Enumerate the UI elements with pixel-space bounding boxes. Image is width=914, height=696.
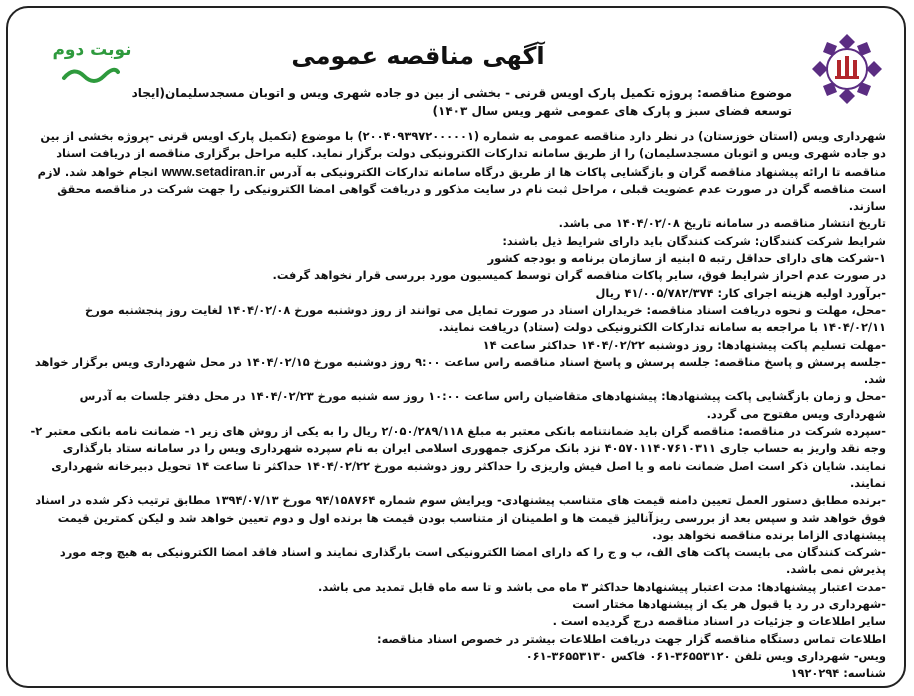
notice-title: آگهی مناقصه عمومی (291, 42, 545, 70)
qa-session: -جلسه پرسش و پاسخ مناقصه: جلسه پرسش و پاسخ اسناد مناقصه راس ساعت ۹:۰۰ روز دوشنبه مورخ ۱۴۰۴/۰۲/۱۵ در محل شهرداری ویس برگزار خواهد شد. (34, 354, 886, 387)
notice-round-label: نوبت دوم (52, 40, 132, 60)
subject-text: پروژه تکمیل پارک اویس قرنی - بخشی از بین دو جاده شهری ویس و اتوبان مسجدسلیمان(ایجاد توسعه فضای سبز و پارک های عمومی شهر ویس سال ۱۴۰۳) (131, 86, 792, 118)
intro-text-2: انجام خواهد شد. لازم است مناقصه گران در صورت عدم عضویت قبلی ، مراحل ثبت نام در سایت مذکور و دریافت گواهی امضا الکترونیکی را جهت شرکت در مناقصه محقق سازند. (37, 164, 886, 214)
website-link[interactable]: www.setadiran.ir (161, 163, 266, 179)
intro-paragraph (26, 128, 886, 215)
subject-label: موضوع مناقصه: (696, 86, 792, 100)
docs-receipt: -محل، مهلت و نحوه دریافت اسناد مناقصه: خریداران اسناد در صورت تمایل می توانند از روز دوشنبه مورخ ۱۴۰۴/۰۲/۰۸ لغایت روز پنجشنبه مورخ ۱۴۰۴/۰۲/۱۱ با مراجعه به سامانه تدارکات الکترونیکی دولت (ستاد) دریافت نمایند. (85, 302, 886, 335)
other-info: سایر اطلاعات و جزئیات در اسناد مناقصه درج گردیده است . (552, 614, 886, 629)
condition-item: ۱-شرکت های دارای حداقل رتبه ۵ ابنیه از سازمان برنامه و بودجه کشور (487, 251, 886, 266)
tender-subject (112, 84, 792, 120)
estimate: -برآورد اولیه هزینه اجرای کار: ۴۱/۰۰۵/۷۸۲/۳۷۴ ریال (595, 285, 886, 300)
envelopes: -شرکت کنندگان می بایست پاکت های الف، ب و ج را که دارای امضا الکترونیکی است بارگذاری نمایند و اسناد فاقد امضا الکترونیکی به هیچ وجه مورد پذیرش نمی باشد. (59, 545, 886, 577)
deadline: -مهلت تسلیم پاکت پیشنهادها: روز دوشنبه ۱۴۰۴/۰۲/۲۲ حداکثر ساعت ۱۴ (482, 337, 886, 352)
municipality-logo-icon (812, 32, 882, 106)
notice-body (26, 128, 886, 683)
validity: -مدت اعتبار پیشنهادها: مدت اعتبار پیشنهادها حداکثر ۳ ماه می باشد و تا سه ماه قابل تمدید می باشد. (318, 579, 886, 594)
rights: -شهرداری در رد یا قبول هر یک از پیشنهادها مختار است (572, 597, 886, 612)
winner-selection: -برنده مطابق دستور العمل تعیین دامنه قیمت های متناسب پیشنهادی- ویرایش سوم شماره ۹۴/۱۵۸۷۶۴ مورخ ۱۳۹۴/۰۷/۱۳ مطابق ترتیب ذکر شده در اسناد فوق خواهد شد و سپس بعد از بررسی ریزآنالیز قیمت ها و اطمینان از متناسب بودن قیمت ها برنده اول و دوم تعیین خواهد شد و لیکن کمترین قیمت پیشنهادی الزاما برنده مناقصه نخواهد بود. (35, 493, 886, 542)
intro-text-1: شهرداری ویس (استان خوزستان) در نظر دارد مناقصه عمومی به شماره (۲۰۰۴۰۹۳۹۷۲۰۰۰۰۰۱) با موضوع (تکمیل پارک اویس قرنی -پروژه بخشی از بین دو جاده شهری ویس و اتوبان مسجدسلیمان) را از طریق سامانه تدارکات الکترونیکی دولت برگزار نماید. کلیه مراحل برگزاری مناقصه از دریافت اسناد مناقصه تا ارائه پیشنهاد مناقصه گران و بازگشایی پاکات ها از طریق درگاه سامانه تدارکات الکترونیکی به آدرس (40, 129, 886, 179)
contact-info: ویس- شهرداری ویس تلفن ۳۶۵۵۳۱۲۰-۰۶۱ فاکس ۳۶۵۵۳۱۳۰-۰۶۱ (525, 648, 886, 663)
opening: -محل و زمان بازگشایی پاکت پیشنهادها: پیشنهادهای متقاضیان راس ساعت ۱۰:۰۰ روز سه شنبه مورخ ۱۴۰۴/۰۲/۲۳ در محل دفتر جلسات به آدرس شهرداری ویس مفتوح می گردد. (79, 389, 886, 421)
publish-date: تاریخ انتشار مناقصه در سامانه تاریخ ۱۴۰۴/۰۲/۰۸ می باشد. (558, 216, 886, 231)
deposit: -سپرده شرکت در مناقصه: مناقصه گران باید ضمانتنامه بانکی معتبر به مبلغ ۲/۰۵۰/۲۸۹/۱۱۸ ریال را به یکی از روش های زیر ۱- ضمانت نامه بانکی معتبر ۲- وجه نقد واریز به حساب جاری ۴۰۵۷۰۱۱۴۰۷۶۱۰۳۱۱ نزد بانک مرکزی جمهوری اسلامی ایران به نام سپرده شهرداری ویس را در سامانه ستاد بارگذاری نمایند. شایان ذکر است اصل ضمانت نامه و یا اصل فیش واریزی را حداکثر روز دوشنبه مورخ ۱۴۰۴/۰۲/۲۲ حداکثر تا ساعت ۱۴ تحویل دبیرخانه شهرداری نمایند. (30, 424, 886, 490)
conditions-heading: شرایط شرکت کنندگان: شرکت کنندگان باید دارای شرایط ذیل باشند: (502, 233, 886, 248)
condition-note: در صورت عدم احراز شرایط فوق، سایر پاکات مناقصه گران توسط کمیسیون مورد بررسی قرار نخواهد گرفت. (272, 268, 886, 283)
contact-heading: اطلاعات تماس دستگاه مناقصه گزار جهت دریافت اطلاعات بیشتر در خصوص اسناد مناقصه: (377, 631, 886, 646)
id-number: شناسه: ۱۹۲۰۲۹۴ (790, 666, 886, 681)
publisher-mark-icon (60, 64, 120, 86)
notice-frame (6, 6, 906, 688)
